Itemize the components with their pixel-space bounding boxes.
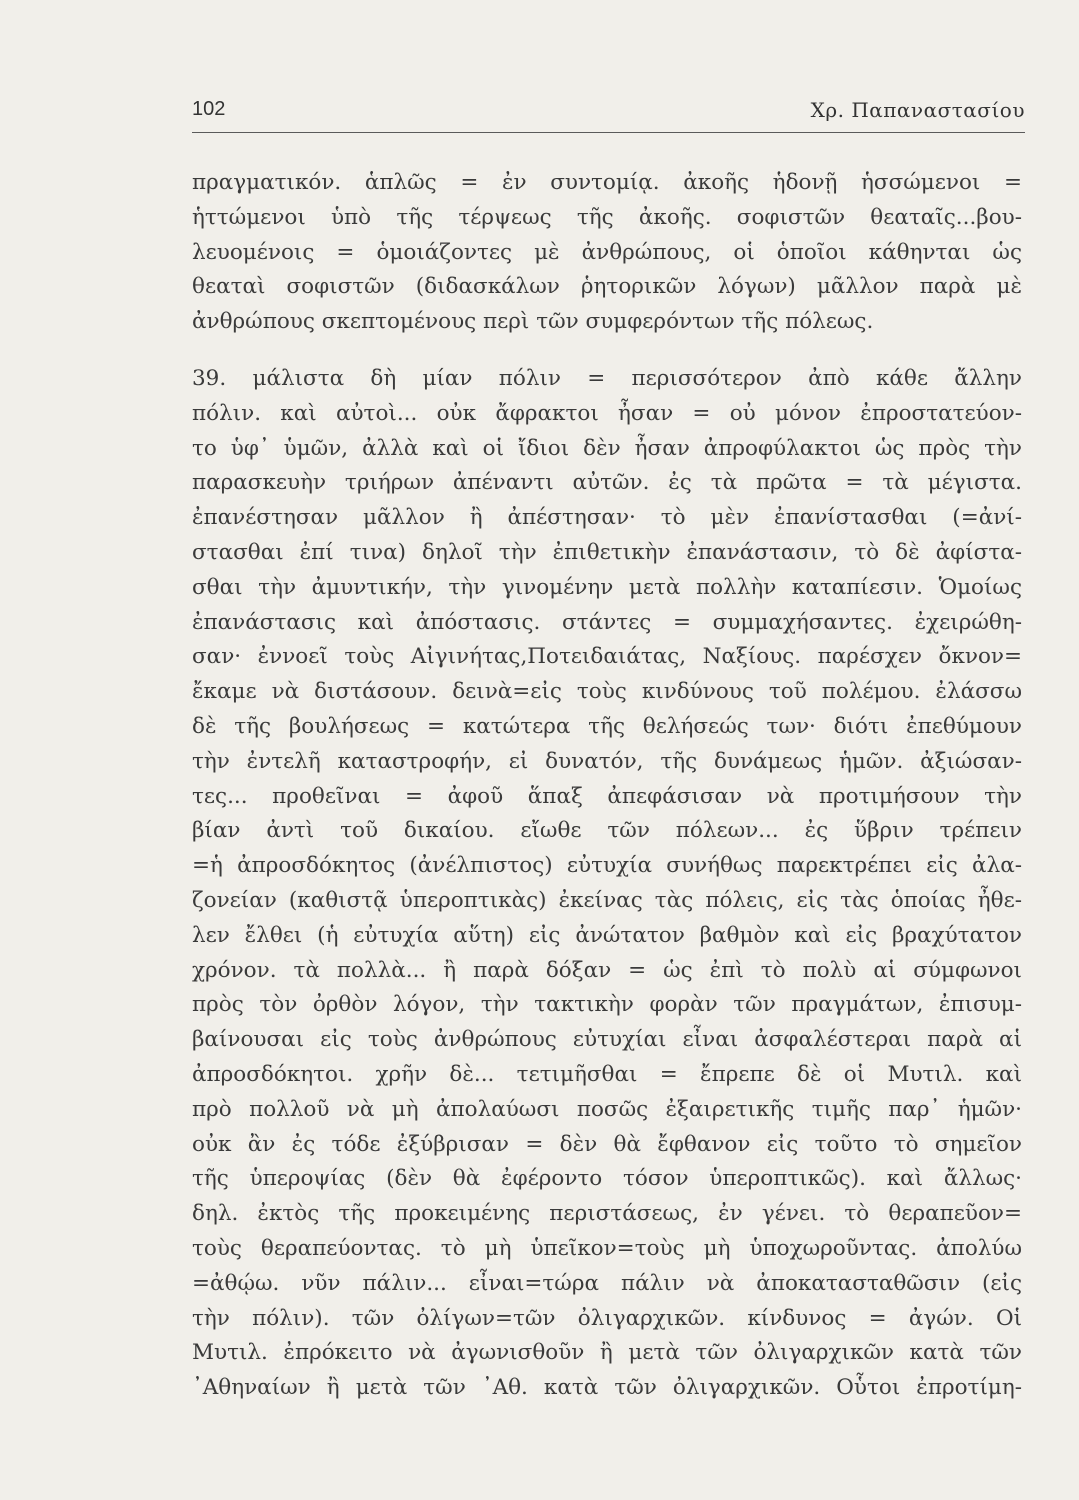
paragraph-gap — [192, 340, 1022, 362]
text-line: σθαι τὴν ἀμυντικήν, τὴν γινομένην μετὰ πολλὴν καταπίεσιν. Ὁμοίως — [192, 574, 1022, 600]
text-line: ζονείαν (καθιστᾷ ὑπεροπτικὰς) ἐκείνας τὰς πόλεις, εἰς τὰς ὁποίας ἦθε- — [192, 887, 1022, 913]
text-line: παρασκευὴν τριήρων ἀπέναντι αὐτῶν. ἐς τὰ πρῶτα = τὰ μέγιστα. — [192, 470, 1022, 496]
text-line: τὴν πόλιν). τῶν ὀλίγων=τῶν ὀλιγαρχικῶν. κίνδυνος = ἀγών. Οἱ — [192, 1305, 1022, 1331]
text-line: πρὸς τὸν ὀρθὸν λόγον, τὴν τακτικὴν φορὰν τῶν πραγμάτων, ἐπισυμ- — [192, 992, 1022, 1018]
text-line: δηλ. ἐκτὸς τῆς προκειμένης περιστάσεως, ἐν γένει. τὸ θεραπεῦον= — [192, 1201, 1022, 1227]
text-line: Μυτιλ. ἐπρόκειτο νὰ ἀγωνισθοῦν ἢ μετὰ τῶν ὀλιγαρχικῶν κατὰ τῶν — [192, 1340, 1022, 1366]
text-line: =ἡ ἀπροσδόκητος (ἀνέλπιστος) εὐτυχία συνήθως παρεκτρέπει εἰς ἀλα- — [192, 853, 1022, 879]
text-line: ἀπροσδόκητοι. χρῆν δὲ... τετιμῆσθαι = ἔπρεπε δὲ οἱ Μυτιλ. καὶ — [192, 1061, 1022, 1087]
text-line: πόλιν. καὶ αὐτοὶ... οὐκ ἄφρακτοι ἦσαν = οὐ μόνον ἐπροστατεύον- — [192, 400, 1022, 426]
text-line: τῆς ὑπεροψίας (δὲν θὰ ἐφέροντο τόσον ὑπεροπτικῶς). καὶ ἄλλως· — [192, 1166, 1022, 1192]
text-line: το ὑφ᾽ ὑμῶν, ἀλλὰ καὶ οἱ ἴδιοι δὲν ἦσαν ἀπροφύλακτοι ὡς πρὸς τὴν — [192, 435, 1022, 461]
text-line: στασθαι ἐπί τινα) δηλοῖ τὴν ἐπιθετικὴν ἐπανάστασιν, τὸ δὲ ἀφίστα- — [192, 539, 1022, 565]
text-line: 39. μάλιστα δὴ μίαν πόλιν = περισσότερον ἀπὸ κάθε ἄλλην — [192, 365, 1022, 391]
running-head: Χρ. Παπαναστασίου — [810, 98, 1025, 122]
text-line: δὲ τῆς βουλήσεως = κατώτερα τῆς θελήσεώς των· διότι ἐπεθύμουν — [192, 713, 1022, 739]
text-line: πρὸ πολλοῦ νὰ μὴ ἀπολαύωσι ποσῶς ἐξαιρετικῆς τιμῆς παρ᾽ ἡμῶν· — [192, 1096, 1022, 1122]
text-line: βαίνουσαι εἰς τοὺς ἀνθρώπους εὐτυχίαι εἶναι ἀσφαλέστεραι παρὰ αἱ — [192, 1027, 1022, 1053]
text-line: χρόνον. τὰ πολλὰ... ἢ παρὰ δόξαν = ὡς ἐπὶ τὸ πολὺ αἱ σύμφωνοι — [192, 957, 1022, 983]
text-line: τες... προθεῖναι = ἀφοῦ ἅπαξ ἀπεφάσισαν νὰ προτιμήσουν τὴν — [192, 783, 1022, 809]
text-line: ἔκαμε νὰ διστάσουν. δεινὰ=εἰς τοὺς κινδύνους τοῦ πολέμου. ἐλάσσω — [192, 679, 1022, 705]
text-line: τὴν ἐντελῆ καταστροφήν, εἰ δυνατόν, τῆς δυνάμεως ἡμῶν. ἀξιώσαν- — [192, 748, 1022, 774]
text-line: λεν ἔλθει (ἡ εὐτυχία αὕτη) εἰς ἀνώτατον βαθμὸν καὶ εἰς βραχύτατον — [192, 922, 1022, 948]
text-line: ᾽Αθηναίων ἢ μετὰ τῶν ᾽Αθ. κατὰ τῶν ὀλιγαρχικῶν. Οὗτοι ἐπροτίμη- — [192, 1375, 1022, 1401]
page-header — [192, 96, 1025, 133]
text-line: τοὺς θεραπεύοντας. τὸ μὴ ὑπεῖκον=τοὺς μὴ ὑποχωροῦντας. ἀπολύω — [192, 1235, 1022, 1261]
text-line: ἐπανέστησαν μᾶλλον ἢ ἀπέστησαν· τὸ μὲν ἐπανίστασθαι (=ἀνί- — [192, 505, 1022, 531]
text-line: ἡττώμενοι ὑπὸ τῆς τέρψεως τῆς ἀκοῆς. σοφιστῶν θεαταῖς...βου- — [192, 204, 1022, 230]
text-line: ἐπανάστασις καὶ ἀπόστασις. στάντες = συμμαχήσαντες. ἐχειρώθη- — [192, 609, 1022, 635]
text-line: ἀνθρώπους σκεπτομένους περὶ τῶν συμφερόντων τῆς πόλεως. — [192, 309, 874, 335]
text-line: σαν· ἐννοεῖ τοὺς Αἰγινήτας,Ποτειδαιάτας, Ναξίους. παρέσχεν ὄκνον= — [192, 644, 1022, 670]
text-line: βίαν ἀντὶ τοῦ δικαίου. εἴωθε τῶν πόλεων... ἐς ὕβριν τρέπειν — [192, 818, 1022, 844]
page-number: 102 — [192, 98, 226, 120]
text-line: θεαταὶ σοφιστῶν (διδασκάλων ῥητορικῶν λόγων) μᾶλλον παρὰ μὲ — [192, 274, 1022, 300]
text-line: =ἀθῴω. νῦν πάλιν... εἶναι=τώρα πάλιν νὰ ἀποκατασταθῶσιν (εἰς — [192, 1270, 1022, 1296]
text-line: πραγματικόν. ἁπλῶς = ἐν συντομίᾳ. ἀκοῆς ἡδονῇ ἡσσώμενοι = — [192, 170, 1022, 195]
commentary-text — [192, 166, 1022, 1406]
text-line: λευομένοις = ὁμοιάζοντες μὲ ἀνθρώπους, οἱ ὁποῖοι κάθηνται ὡς — [192, 239, 1022, 265]
text-line: οὐκ ἂν ἐς τόδε ἐξύβρισαν = δὲν θὰ ἔφθανον εἰς τοῦτο τὸ σημεῖον — [192, 1131, 1022, 1157]
